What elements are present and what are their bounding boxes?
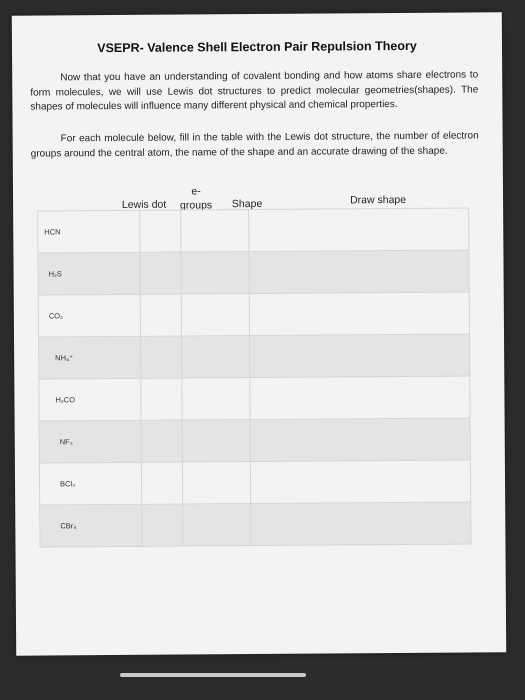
table-row <box>39 376 470 421</box>
page-title: VSEPR- Valence Shell Electron Pair Repulsion Theory <box>97 38 417 56</box>
shape-cell[interactable] <box>181 252 249 294</box>
header-shape: Shape <box>231 197 263 211</box>
draw-shape-cell[interactable] <box>249 292 469 336</box>
draw-shape-cell[interactable] <box>250 376 470 420</box>
molecule-label: HCN <box>44 227 61 237</box>
egroups-cell[interactable] <box>141 336 182 378</box>
egroups-cell[interactable] <box>142 504 183 546</box>
molecule-cell <box>38 294 140 337</box>
worksheet-page <box>12 12 506 655</box>
shape-cell[interactable] <box>181 210 249 252</box>
draw-shape-cell[interactable] <box>250 418 470 462</box>
molecule-cell <box>38 210 140 253</box>
shape-cell[interactable] <box>182 462 250 504</box>
header-draw-shape: Draw shape <box>350 193 407 207</box>
draw-shape-cell[interactable] <box>249 208 469 252</box>
draw-shape-cell[interactable] <box>251 502 471 546</box>
molecule-cell <box>38 252 140 295</box>
molecule-cell <box>39 462 141 505</box>
draw-shape-cell[interactable] <box>250 334 470 378</box>
molecule-label: NH₄⁺ <box>55 353 74 363</box>
draw-shape-cell[interactable] <box>250 460 470 504</box>
header-egroups-line2: groups <box>179 199 213 212</box>
molecule-cell <box>39 420 141 463</box>
egroups-cell[interactable] <box>140 252 181 294</box>
molecule-cell <box>39 336 141 379</box>
molecule-label: H₂S <box>48 269 62 279</box>
instructions-paragraph: For each molecule below, fill in the table with the Lewis dot structure, the number of electron groups around the central atom, the name of the shape and an accurate drawing of the shape. <box>30 130 479 160</box>
egroups-cell[interactable] <box>141 420 182 462</box>
molecule-label: NF₃ <box>59 437 73 447</box>
shape-cell[interactable] <box>183 504 251 546</box>
intro-paragraph: Now that you have an understanding of covalent bonding and how atoms share electrons to form molecules, we will use Lewis dot structures to predict molecular geometries(shapes). The shapes of molecules will influence many different physical and chemical properties. <box>30 69 479 113</box>
draw-shape-cell[interactable] <box>249 250 469 294</box>
molecule-label: CO₂ <box>48 311 64 321</box>
molecule-label: CBr₄ <box>60 521 77 531</box>
header-egroups-line1: e- <box>191 185 201 198</box>
table-row <box>39 334 470 379</box>
home-indicator[interactable] <box>120 673 306 677</box>
shape-cell[interactable] <box>181 294 249 336</box>
shape-cell[interactable] <box>182 420 250 462</box>
molecule-cell <box>40 504 142 547</box>
shape-cell[interactable] <box>182 378 250 420</box>
table-row <box>38 250 469 295</box>
table-row <box>38 292 469 337</box>
molecule-label: H₂CO <box>55 395 76 405</box>
egroups-cell[interactable] <box>141 462 182 504</box>
table-row <box>39 460 470 505</box>
table-row <box>38 208 469 253</box>
table-row <box>39 418 470 463</box>
shape-cell[interactable] <box>182 336 250 378</box>
molecule-cell <box>39 378 141 421</box>
header-lewis-dot: Lewis dot <box>121 198 167 211</box>
molecule-table <box>37 208 471 548</box>
molecule-label: BCl₃ <box>60 479 76 489</box>
egroups-cell[interactable] <box>140 210 181 252</box>
table-row <box>40 502 471 547</box>
egroups-cell[interactable] <box>140 294 181 336</box>
egroups-cell[interactable] <box>141 378 182 420</box>
